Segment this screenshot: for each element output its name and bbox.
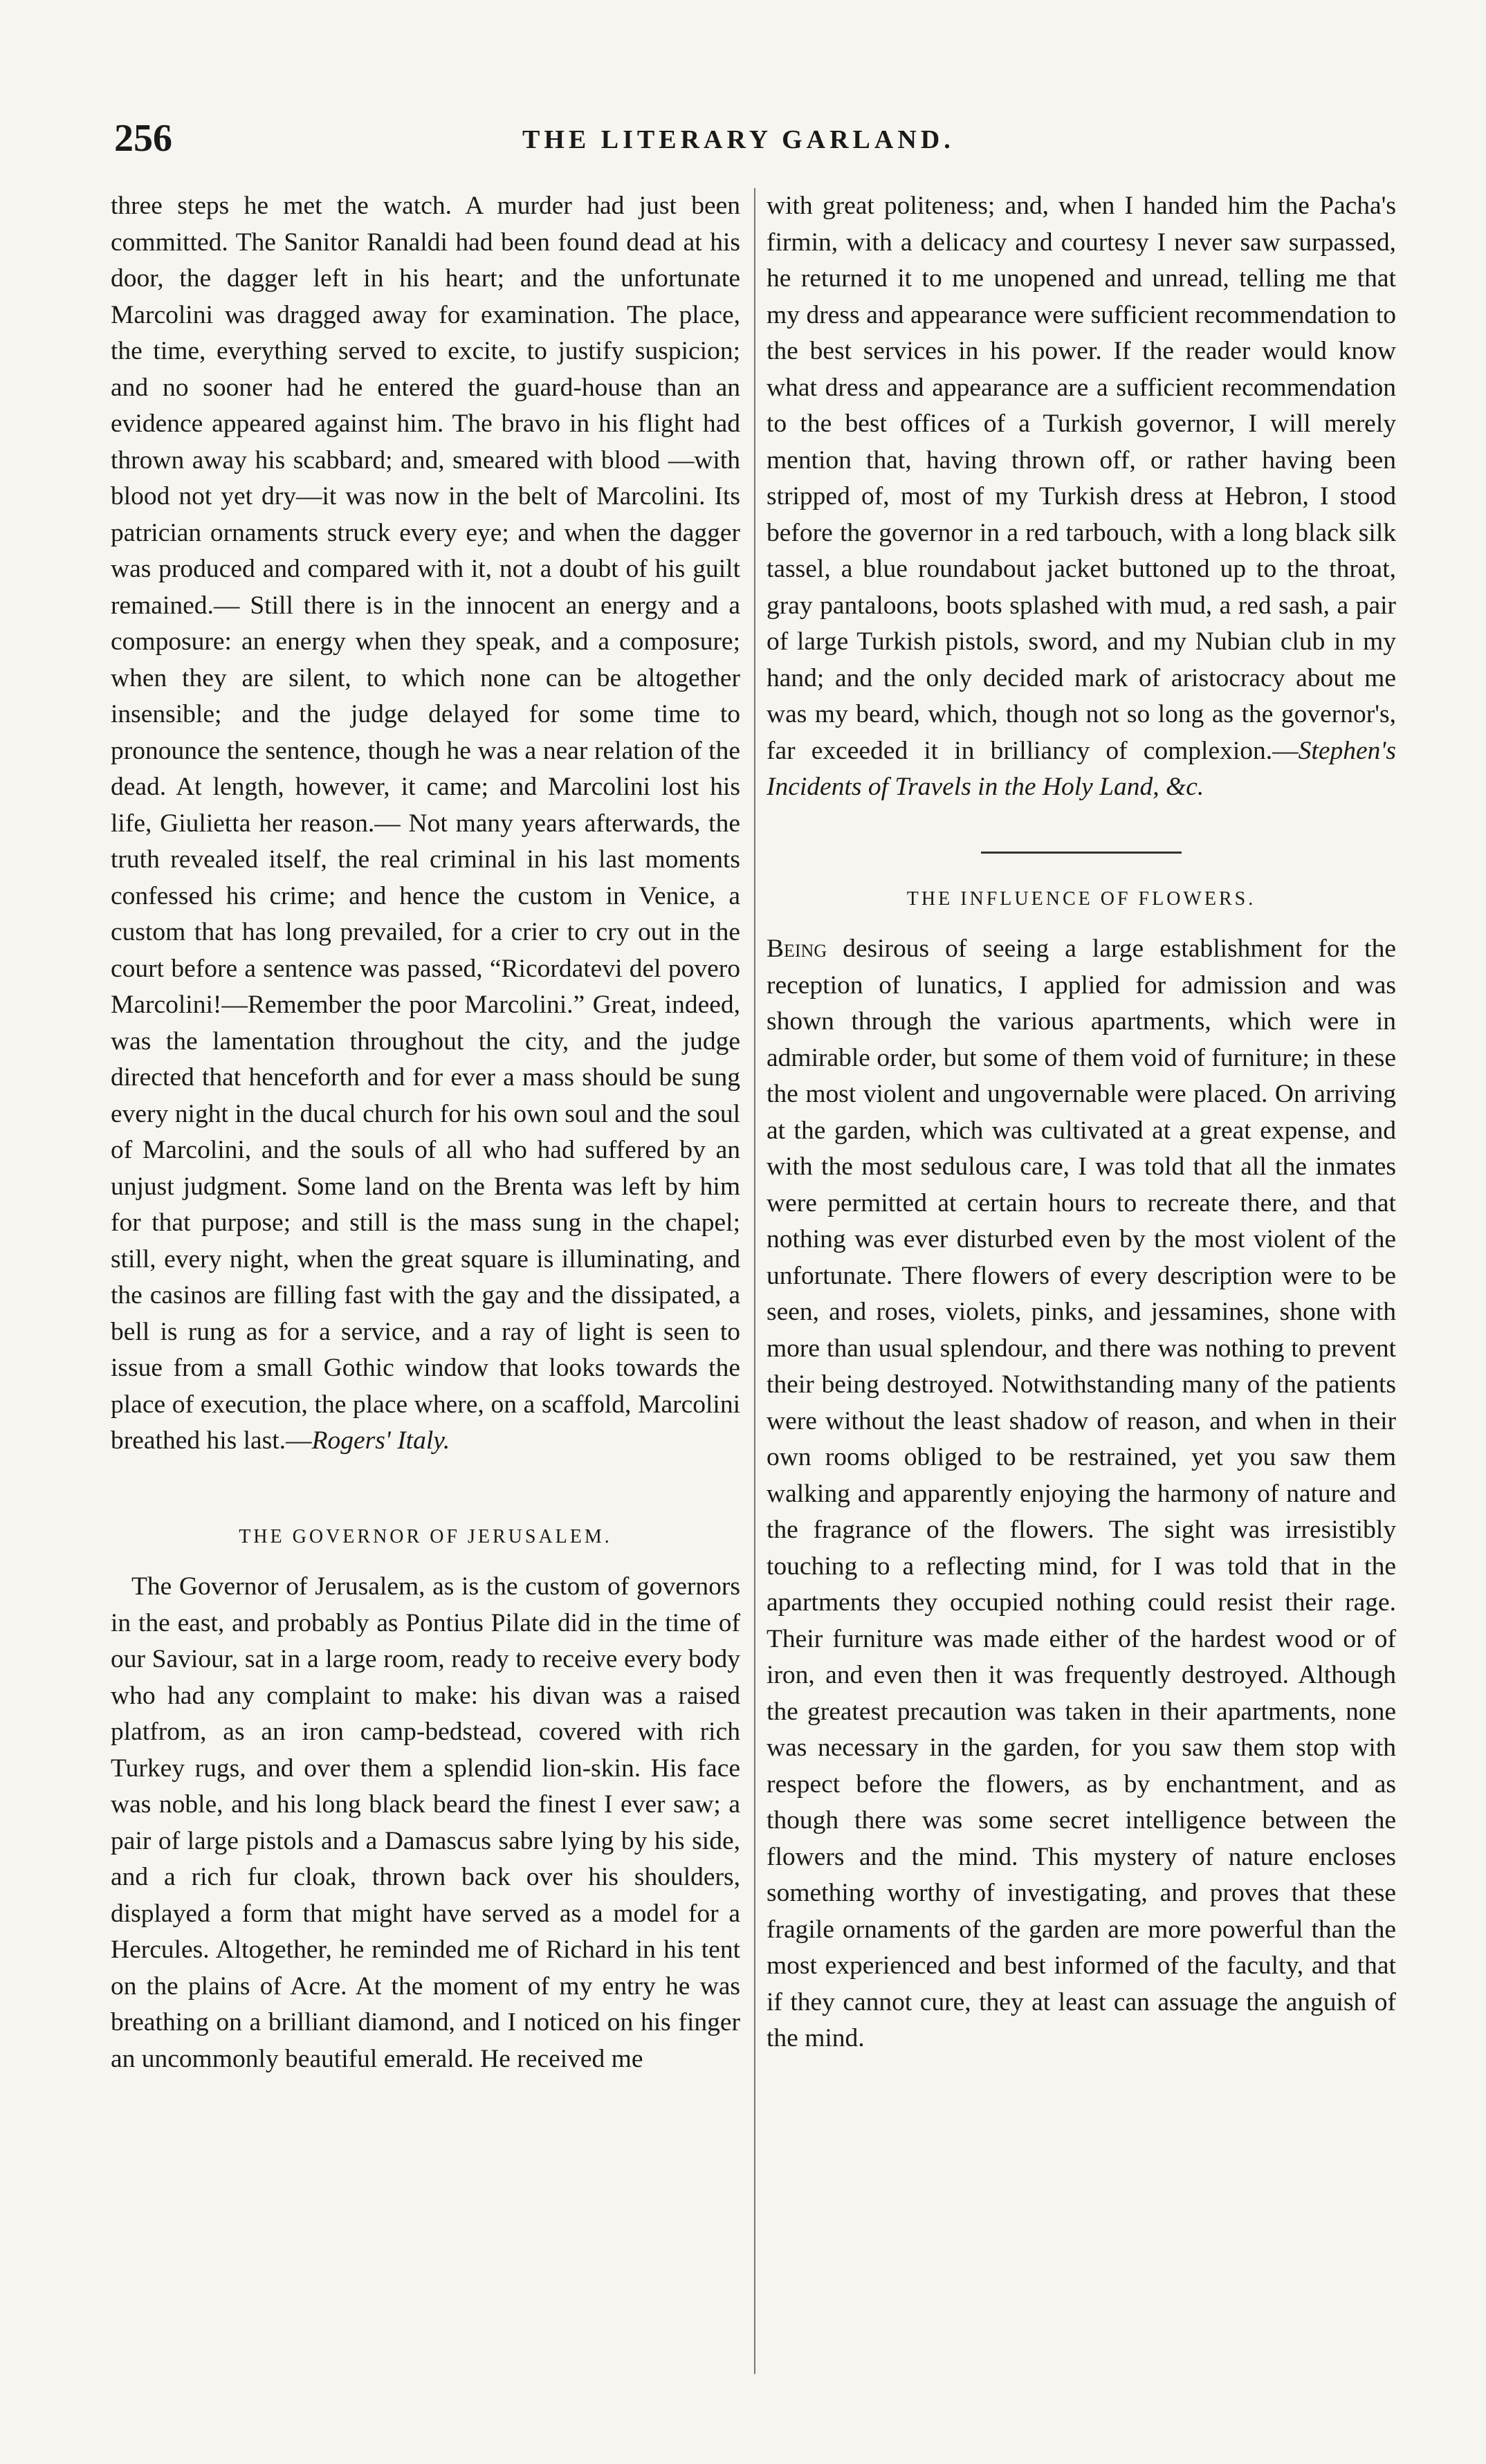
- section-divider: [981, 852, 1182, 854]
- running-title: THE LITERARY GARLAND.: [522, 125, 955, 154]
- stephens-attribution: Stephen's Incidents of Travels in the Holy Land, &c.: [767, 736, 1396, 801]
- left-column: [111, 188, 740, 2077]
- flowers-text: desirous of seeing a large establishment for the reception of lunatics, I applied for admission and was shown through the various apartments, which were in admirable order, but some of them void of furniture; in these the most violent and ungovernable were placed. On arriving at the garden, which was cultivated at a great expense, and with the most sedulous care, I was told that all the inmates were permitted at certain hours to recreate there, and that nothing was ever disturbed even by the most violent of the unfortunate. There flowers of every description were to be seen, and roses, violets, pinks, and jessamines, shone with more than usual splendour, and there was nothing to prevent their being destroyed. Notwithstanding many of the patients were without the least shadow of reason, and when in their own rooms obliged to be restrained, yet you saw them walking and apparently enjoying the harmony of nature and the fragrance of the flowers. The sight was irresistibly touching to a reflecting mind, for I was told that in the apartments they occupied nothing could resist their rage. Their furniture was made either of the hardest wood or of iron, and even then it was frequently destroyed. Although the greatest precaution was taken in their apartments, none was necessary in the garden, for you saw them stop with respect before the flowers, as by enchantment, and as though there was some secret intelligence between the flowers and the mind. This mystery of nature encloses something worthy of investigating, and proves that these fragile ornaments of the garden are more powerful than the most experienced and best informed of the faculty, and that if they cannot cure, they at least can assuage the anguish of the mind.: [767, 935, 1396, 2052]
- governor-of-jerusalem-heading: THE GOVERNOR OF JERUSALEM.: [239, 1525, 612, 1547]
- page-header: [114, 116, 1401, 172]
- flowers-paragraph: [767, 931, 1396, 2057]
- venice-story-paragraph: [111, 188, 740, 1460]
- page-number: 256: [114, 117, 172, 160]
- rogers-italy-attribution: Rogers' Italy.: [311, 1426, 450, 1455]
- flowers-opening-word: Being: [767, 935, 827, 963]
- governor-paragraph: The Governor of Jerusalem, as is the custom of governors in the east, and probably as Pontius Pilate did in the time of our Saviour, sat in a large room, ready to receive every body who had any complaint to make: his divan was a raised platfrom, as an iron camp-bedstead, covered with rich Turkey rugs, and over them a splendid lion-skin. His face was noble, and his long black beard the finest I ever saw; a pair of large pistols and a Damascus sabre lying by his side, and a rich fur cloak, thrown back over his shoulders, displayed a form that might have served as a model for a Hercules. Altogether, he reminded me of Richard in his tent on the plains of Acre. At the moment of my entry he was breathing on a brilliant diamond, and I noticed on his finger an uncommonly beautiful emerald. He received me: [111, 1572, 740, 2073]
- column-divider: [754, 188, 755, 2374]
- venice-story-text: three steps he met the watch. A murder had just been committed. The Sanitor Ranaldi had been found dead at his door, the dagger left in his heart; and the unfortunate Marcolini was dragged away for examination. The place, the time, everything served to excite, to justify suspicion; and no sooner had he entered the guard-house than an evidence appeared against him. The bravo in his flight had thrown away his scabbard; and, smeared with blood —with blood not yet dry—it was now in the belt of Marcolini. Its patrician ornaments struck every eye; and when the dagger was produced and compared with it, not a doubt of his guilt remained.— Still there is in the innocent an energy and a composure: an energy when they speak, and a composure; when they are silent, to which none can be altogether insensible; and the judge delayed for some time to pronounce the sentence, though he was a near relation of the dead. At length, however, it came; and Marcolini lost his life, Giulietta her reason.— Not many years afterwards, the truth revealed itself, the real criminal in his last moments confessed his crime; and hence the custom in Venice, a custom that has long prevailed, for a crier to cry out in the court before a sentence was passed, “Ricordatevi del povero Marcolini!—Remember the poor Marcolini.” Great, indeed, was the lamentation throughout the city, and the judge directed that henceforth and for ever a mass should be sung every night in the ducal church for his own soul and the soul of Marcolini, and the souls of all who had suffered by an unjust judgment. Some land on the Brenta was left by him for that purpose; and still is the mass sung in the chapel; still, every night, when the great square is illuminating, and the casinos are filling fast with the gay and the dissipated, a bell is rung as for a service, and a ray of light is seen to issue from a small Gothic window that looks towards the place of execution, the place where, on a scaffold, Marcolini breathed his last.—: [111, 192, 740, 1455]
- right-column: [767, 188, 1396, 2057]
- governor-continued-text: with great politeness; and, when I handed him the Pacha's firmin, with a delicacy and courtesy I never saw surpassed, he returned it to me unopened and unread, telling me that my dress and appearance were sufficient recommendation to the best services in his power. If the reader would know what dress and appearance are a sufficient recommendation to the best offices of a Turkish governor, I will merely mention that, having thrown off, or rather having been stripped of, most of my Turkish dress at Hebron, I stood before the governor in a red tarbouch, with a long black silk tassel, a blue roundabout jacket buttoned up to the throat, gray pantaloons, boots splashed with mud, a red sash, a pair of large Turkish pistols, sword, and my Nubian club in my hand; and the only decided mark of aristocracy about me was my beard, which, though not so long as the governor's, far exceeded it in brilliancy of complexion.—: [767, 192, 1396, 765]
- governor-continued-paragraph: [767, 188, 1396, 806]
- influence-of-flowers-heading: THE INFLUENCE OF FLOWERS.: [906, 888, 1256, 910]
